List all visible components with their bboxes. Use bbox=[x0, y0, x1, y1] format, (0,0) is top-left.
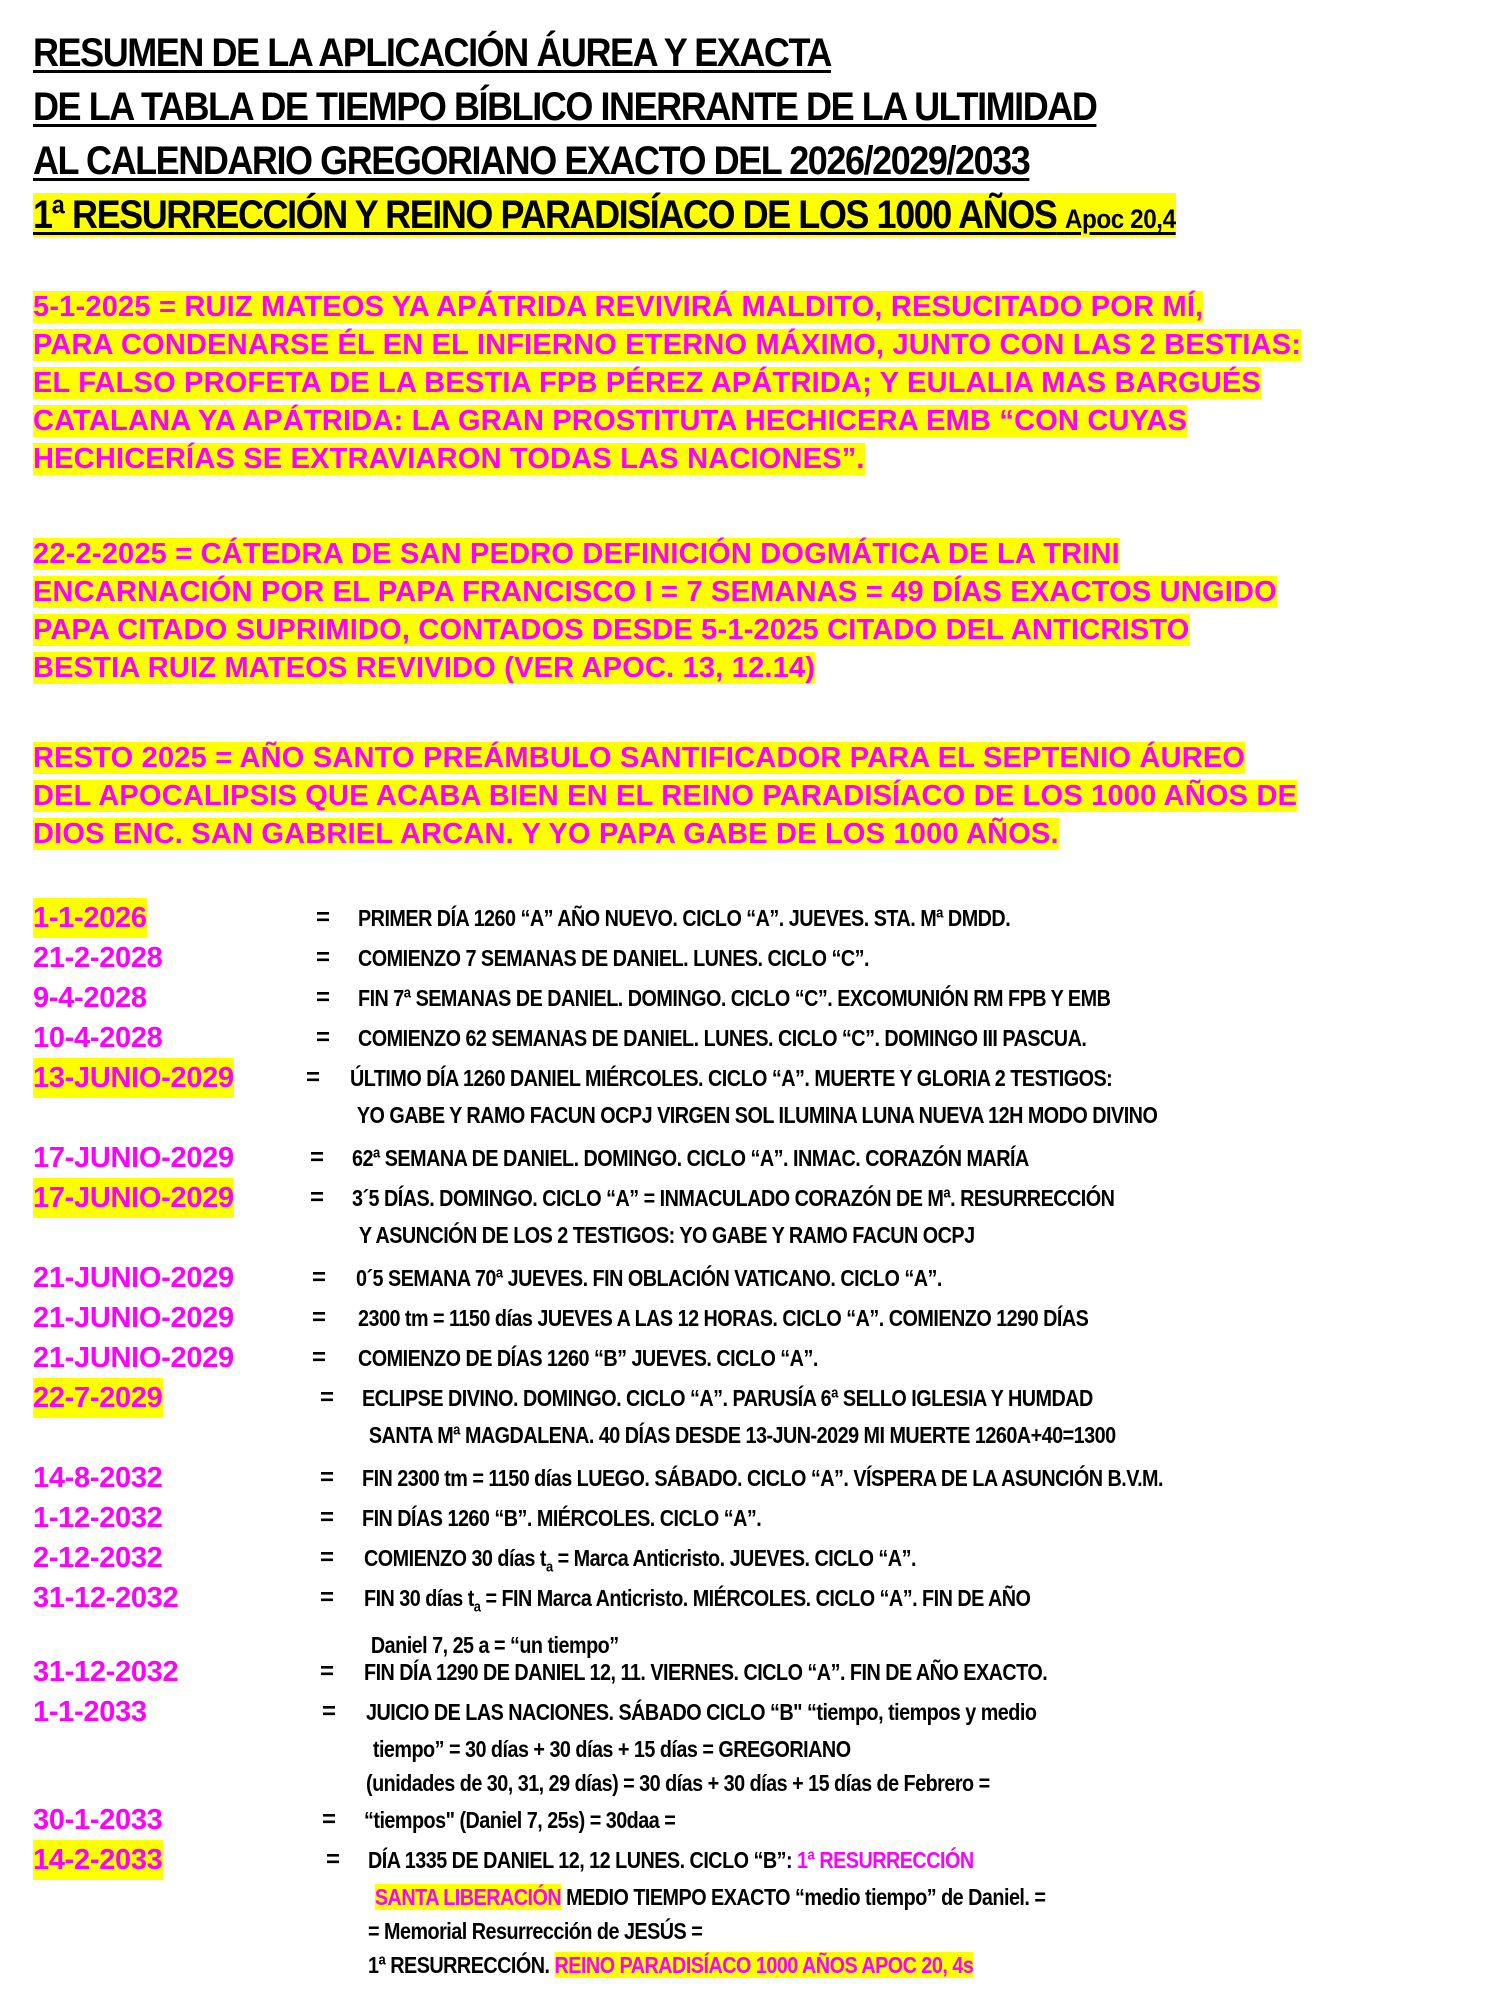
timeline-date: 1-1-2033 bbox=[33, 1696, 147, 1728]
timeline-date: 17-JUNIO-2029 bbox=[33, 1142, 234, 1174]
timeline-description bbox=[366, 1692, 1036, 1800]
timeline-row bbox=[0, 1138, 1488, 1178]
timeline-row bbox=[0, 1018, 1488, 1058]
timeline-row bbox=[0, 1498, 1488, 1538]
timeline-date: 14-8-2032 bbox=[33, 1462, 163, 1494]
description-line: FIN 30 días t bbox=[364, 1585, 474, 1611]
timeline-date: 21-2-2028 bbox=[33, 942, 163, 974]
equals-sign: = bbox=[312, 1304, 327, 1331]
equals-sign: = bbox=[306, 1064, 321, 1091]
timeline-description bbox=[362, 1458, 1163, 1498]
equals-sign: = bbox=[312, 1344, 327, 1371]
title-line-4 bbox=[33, 188, 1320, 246]
description-line: 0´5 SEMANA 70ª JUEVES. FIN OBLACIÓN VATICANO. CICLO “A”. bbox=[356, 1265, 942, 1291]
description-line: 3´5 DÍAS. DOMINGO. CICLO “A” = INMACULADO CORAZÓN DE Mª. RESURRECCIÓN bbox=[352, 1185, 1115, 1211]
title-line-1: RESUMEN DE LA APLICACIÓN ÁUREA Y EXACTA bbox=[33, 31, 831, 75]
equals-sign: = bbox=[310, 1184, 325, 1211]
timeline-date: 30-1-2033 bbox=[33, 1804, 163, 1836]
paragraph-line: PAPA CITADO SUPRIMIDO, CONTADOS DESDE 5-1-2025 CITADO DEL ANTICRISTO bbox=[33, 614, 1190, 646]
timeline-date: 14-2-2033 bbox=[33, 1840, 163, 1880]
equals-sign: = bbox=[320, 1544, 335, 1571]
timeline-row bbox=[0, 1538, 1488, 1578]
description-line bbox=[368, 1948, 1045, 1982]
timeline-date: 13-JUNIO-2029 bbox=[33, 1058, 234, 1098]
equals-sign: = bbox=[320, 1464, 335, 1491]
description-line: (unidades de 30, 31, 29 días) = 30 días + 30 días + 15 días de Febrero = bbox=[366, 1770, 990, 1796]
paragraph-line: BESTIA RUIZ MATEOS REVIVIDO (VER APOC. 13, 12.14) bbox=[33, 652, 816, 684]
timeline-row bbox=[0, 1258, 1488, 1298]
description-line: PRIMER DÍA 1260 “A” AÑO NUEVO. CICLO “A”. JUEVES. STA. Mª DMDD. bbox=[358, 905, 1011, 931]
description-line: YO GABE Y RAMO FACUN OCPJ VIRGEN SOL ILUMINA LUNA NUEVA 12H MODO DIVINO bbox=[356, 1102, 1158, 1128]
timeline-date: 31-12-2032 bbox=[33, 1656, 179, 1688]
highlight-santa-liberacion: SANTA LIBERACIÓN bbox=[374, 1884, 562, 1910]
timeline-description bbox=[362, 1378, 1116, 1452]
paragraph-2 bbox=[33, 535, 1453, 687]
paragraph-line: 22-2-2025 = CÁTEDRA DE SAN PEDRO DEFINICIÓN DOGMÁTICA DE LA TRINI bbox=[33, 538, 1120, 570]
paragraph-line: ENCARNACIÓN POR EL PAPA FRANCISCO I = 7 SEMANAS = 49 DÍAS EXACTOS UNGIDO bbox=[33, 576, 1277, 608]
timeline-description bbox=[352, 1138, 1029, 1178]
timeline-date: 1-1-2026 bbox=[33, 898, 147, 938]
timeline-row bbox=[0, 938, 1488, 978]
timeline-description bbox=[356, 1258, 942, 1298]
timeline-description bbox=[350, 1058, 1157, 1132]
equals-sign: = bbox=[312, 1264, 327, 1291]
description-line: SANTA Mª MAGDALENA. 40 DÍAS DESDE 13-JUN-2029 MI MUERTE 1260A+40=1300 bbox=[368, 1422, 1116, 1448]
description-line: “tiempos" (Daniel 7, 25s) = 30daa = bbox=[364, 1807, 676, 1833]
description-line: COMIENZO 62 SEMANAS DE DANIEL. LUNES. CICLO “C”. DOMINGO III PASCUA. bbox=[358, 1025, 1087, 1051]
timeline-date: 21-JUNIO-2029 bbox=[33, 1342, 234, 1374]
timeline-description bbox=[358, 898, 1010, 938]
timeline-description bbox=[352, 1178, 1114, 1252]
subscript-a: a bbox=[545, 1558, 553, 1576]
timeline-date: 22-7-2029 bbox=[33, 1378, 163, 1418]
timeline bbox=[0, 898, 1488, 1980]
equals-sign: = bbox=[320, 1658, 335, 1685]
title-line-2: DE LA TABLA DE TIEMPO BÍBLICO INERRANTE DE LA ULTIMIDAD bbox=[33, 85, 1097, 129]
description-line: JUICIO DE LAS NACIONES. SÁBADO CICLO “B" “tiempo, tiempos y medio bbox=[366, 1699, 1037, 1725]
description-line: 2300 tm = 1150 días JUEVES A LAS 12 HORAS. CICLO “A”. COMIENZO 1290 DÍAS bbox=[358, 1305, 1089, 1331]
timeline-date: 10-4-2028 bbox=[33, 1022, 163, 1054]
description-line bbox=[368, 1880, 1045, 1914]
timeline-date: 2-12-2032 bbox=[33, 1542, 163, 1574]
timeline-row bbox=[0, 1338, 1488, 1378]
equals-sign: = bbox=[316, 984, 331, 1011]
equals-sign: = bbox=[322, 1698, 337, 1725]
description-line: COMIENZO 30 días t bbox=[364, 1545, 546, 1571]
timeline-row bbox=[0, 1378, 1488, 1458]
equals-sign: = bbox=[316, 904, 331, 931]
paragraph-line: CATALANA YA APÁTRIDA: LA GRAN PROSTITUTA HECHICERA EMB “CON CUYAS bbox=[33, 405, 1188, 437]
paragraph-line: EL FALSO PROFETA DE LA BESTIA FPB PÉREZ APÁTRIDA; Y EULALIA MAS BARGUÉS bbox=[33, 367, 1261, 399]
timeline-row bbox=[0, 978, 1488, 1018]
timeline-date: 31-12-2032 bbox=[33, 1582, 179, 1614]
timeline-description bbox=[364, 1652, 1047, 1692]
paragraph-3 bbox=[33, 739, 1453, 853]
paragraph-line: RESTO 2025 = AÑO SANTO PREÁMBULO SANTIFICADOR PARA EL SEPTENIO ÁUREO bbox=[33, 742, 1246, 774]
equals-sign: = bbox=[320, 1504, 335, 1531]
equals-sign: = bbox=[316, 1024, 331, 1051]
description-line: Y ASUNCIÓN DE LOS 2 TESTIGOS: YO GABE Y RAMO FACUN OCPJ bbox=[358, 1222, 975, 1248]
timeline-row bbox=[0, 1578, 1488, 1658]
description-line: = FIN Marca Anticristo. MIÉRCOLES. CICLO “A”. FIN DE AÑO bbox=[480, 1585, 1031, 1611]
paragraph-line: PARA CONDENARSE ÉL EN EL INFIERNO ETERNO MÁXIMO, JUNTO CON LAS 2 BESTIAS: bbox=[33, 329, 1302, 361]
description-line: = Marca Anticristo. JUEVES. CICLO “A”. bbox=[552, 1545, 916, 1571]
timeline-description bbox=[364, 1800, 675, 1840]
title-line-4-text: 1ª RESURRECCIÓN Y REINO PARADISÍACO DE LOS 1000 AÑOS bbox=[33, 193, 1057, 237]
timeline-row bbox=[0, 1800, 1488, 1840]
title-line-3: AL CALENDARIO GREGORIANO EXACTO DEL 2026/2029/2033 bbox=[33, 139, 1030, 183]
timeline-date: 17-JUNIO-2029 bbox=[33, 1178, 234, 1218]
timeline-date: 21-JUNIO-2029 bbox=[33, 1262, 234, 1294]
description-text: MEDIO TIEMPO EXACTO “medio tiempo” de Daniel. = bbox=[561, 1884, 1046, 1910]
timeline-row bbox=[0, 1178, 1488, 1258]
equals-sign: = bbox=[320, 1384, 335, 1411]
timeline-row bbox=[0, 1652, 1488, 1692]
paragraph-line: HECHICERÍAS SE EXTRAVIARON TODAS LAS NACIONES”. bbox=[33, 443, 865, 475]
timeline-description bbox=[358, 1298, 1088, 1338]
paragraph-line: DEL APOCALIPSIS QUE ACABA BIEN EN EL REINO PARADISÍACO DE LOS 1000 AÑOS DE bbox=[33, 780, 1298, 812]
timeline-description bbox=[364, 1578, 1030, 1662]
timeline-row bbox=[0, 1692, 1488, 1800]
description-line: Daniel 7, 25 a = “un tiempo” bbox=[370, 1631, 619, 1658]
timeline-description bbox=[362, 1498, 761, 1538]
subscript-a: a bbox=[473, 1598, 481, 1616]
document-title bbox=[33, 26, 1463, 246]
description-line: = Memorial Resurrección de JESÚS = bbox=[368, 1918, 703, 1944]
description-line: FIN DÍA 1290 DE DANIEL 12, 11. VIERNES. CICLO “A”. FIN DE AÑO EXACTO. bbox=[364, 1659, 1048, 1685]
description-line: FIN DÍAS 1260 “B”. MIÉRCOLES. CICLO “A”. bbox=[362, 1505, 762, 1531]
timeline-description bbox=[368, 1840, 1045, 1982]
timeline-description bbox=[358, 978, 1110, 1018]
description-line: 62ª SEMANA DE DANIEL. DOMINGO. CICLO “A”. INMAC. CORAZÓN MARÍA bbox=[352, 1145, 1029, 1171]
description-line: ECLIPSE DIVINO. DOMINGO. CICLO “A”. PARUSÍA 6ª SELLO IGLESIA Y HUMDAD bbox=[362, 1385, 1093, 1411]
timeline-row bbox=[0, 1840, 1488, 1980]
timeline-row bbox=[0, 1058, 1488, 1138]
highlight-resurreccion: 1ª RESURRECCIÓN bbox=[797, 1847, 974, 1873]
equals-sign: = bbox=[326, 1846, 341, 1873]
equals-sign: = bbox=[320, 1584, 335, 1611]
description-line: DÍA 1335 DE DANIEL 12, 12 LUNES. CICLO “B”: bbox=[368, 1847, 798, 1873]
highlight-reino: REINO PARADISÍACO 1000 AÑOS APOC 20, 4s bbox=[554, 1952, 974, 1978]
equals-sign: = bbox=[322, 1806, 337, 1833]
timeline-date: 9-4-2028 bbox=[33, 982, 147, 1014]
timeline-description bbox=[358, 1338, 818, 1378]
timeline-description bbox=[358, 1018, 1086, 1058]
description-text: 1ª RESURRECCIÓN. bbox=[368, 1952, 555, 1978]
description-line: FIN 7ª SEMANAS DE DANIEL. DOMINGO. CICLO “C”. EXCOMUNIÓN RM FPB Y EMB bbox=[358, 985, 1111, 1011]
timeline-row bbox=[0, 1458, 1488, 1498]
paragraph-1 bbox=[33, 288, 1453, 478]
description-line: ÚLTIMO DÍA 1260 DANIEL MIÉRCOLES. CICLO “A”. MUERTE Y GLORIA 2 TESTIGOS: bbox=[350, 1065, 1113, 1091]
description-line: COMIENZO DE DÍAS 1260 “B” JUEVES. CICLO “A”. bbox=[358, 1345, 818, 1371]
title-line-4-ref: Apoc 20,4 bbox=[1064, 204, 1176, 234]
description-line: FIN 2300 tm = 1150 días LUEGO. SÁBADO. CICLO “A”. VÍSPERA DE LA ASUNCIÓN B.V.M. bbox=[362, 1465, 1163, 1491]
timeline-date: 21-JUNIO-2029 bbox=[33, 1302, 234, 1334]
paragraph-line: DIOS ENC. SAN GABRIEL ARCAN. Y YO PAPA GABE DE LOS 1000 AÑOS. bbox=[33, 818, 1059, 850]
timeline-date: 1-12-2032 bbox=[33, 1502, 163, 1534]
paragraph-line: 5-1-2025 = RUIZ MATEOS YA APÁTRIDA REVIVIRÁ MALDITO, RESUCITADO POR MÍ, bbox=[33, 291, 1204, 323]
equals-sign: = bbox=[310, 1144, 325, 1171]
description-line: COMIENZO 7 SEMANAS DE DANIEL. LUNES. CICLO “C”. bbox=[358, 945, 869, 971]
equals-sign: = bbox=[316, 944, 331, 971]
timeline-description bbox=[358, 938, 869, 978]
description-line: tiempo” = 30 días + 30 días + 15 días = GREGORIANO bbox=[372, 1736, 851, 1762]
timeline-row bbox=[0, 898, 1488, 938]
timeline-row bbox=[0, 1298, 1488, 1338]
